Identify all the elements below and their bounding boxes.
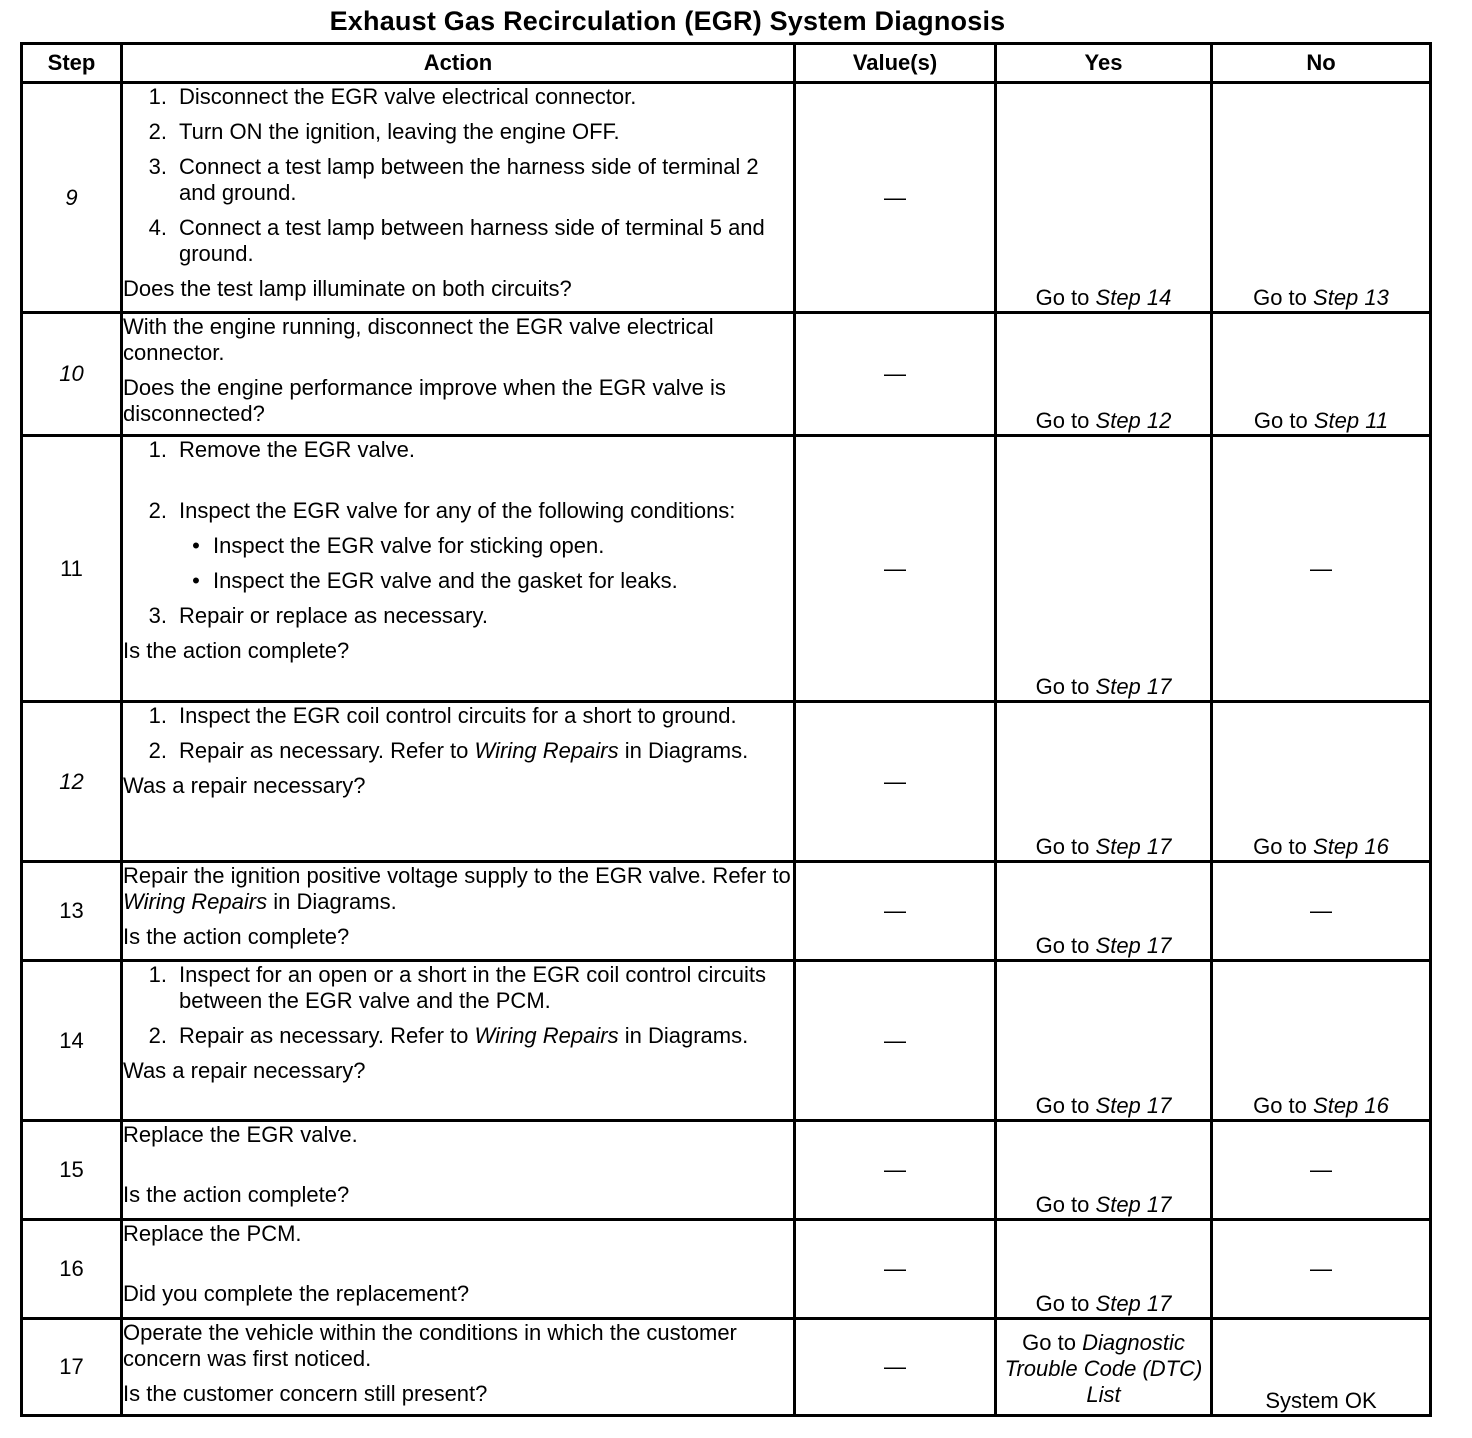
table-row — [22, 702, 1431, 862]
question-text: Was a repair necessary? — [123, 773, 366, 798]
question-text: Was a repair necessary? — [123, 1058, 366, 1083]
value-cell: — — [795, 1220, 996, 1319]
bullet-item: • Inspect the EGR valve for sticking open. — [192, 533, 605, 558]
table-row — [22, 83, 1431, 313]
value-cell: — — [795, 862, 996, 961]
bullet-item: • Inspect the EGR valve and the gasket for leaks. — [192, 568, 678, 593]
table-row — [22, 961, 1431, 1121]
no-cell: — — [1212, 1220, 1431, 1319]
diagnosis-table — [20, 42, 1432, 1417]
value-cell: — — [795, 1121, 996, 1220]
question-text: Did you complete the replacement? — [123, 1281, 470, 1306]
yes-cell: Go to Step 14 — [996, 83, 1212, 313]
question-text: Is the action complete? — [123, 1182, 350, 1207]
header-row — [22, 44, 1431, 83]
list-item: 3. Connect a test lamp between the harness side of terminal 2 and ground. — [148, 154, 759, 205]
step-number: 12 — [22, 702, 122, 862]
action-cell — [122, 961, 795, 1121]
step-number: 13 — [22, 862, 122, 961]
yes-cell: Go to Step 17 — [996, 702, 1212, 862]
question-text: Does the test lamp illuminate on both circuits? — [123, 276, 572, 301]
no-cell: Go to Step 16 — [1212, 961, 1431, 1121]
page-title: Exhaust Gas Recirculation (EGR) System Diagnosis — [329, 6, 1006, 36]
step-number: 10 — [22, 313, 122, 436]
action-cell — [122, 83, 795, 313]
step-number: 17 — [22, 1319, 122, 1416]
action-cell: Replace the EGR valve. Is the action complete? — [122, 1121, 795, 1220]
step-number: 15 — [22, 1121, 122, 1220]
question-text: Is the action complete? — [123, 638, 350, 663]
header-values: Value(s) — [795, 44, 996, 83]
yes-cell: Go to Step 12 — [996, 313, 1212, 436]
value-cell: — — [795, 436, 996, 702]
step-number: 16 — [22, 1220, 122, 1319]
action-cell — [122, 436, 795, 702]
header-step: Step — [22, 44, 122, 83]
list-item: 1. Inspect for an open or a short in the EGR coil control circuits between the EGR valve and the PCM. — [148, 962, 766, 1013]
no-cell: — — [1212, 862, 1431, 961]
no-cell: System OK — [1212, 1319, 1431, 1416]
step-number: 11 — [22, 436, 122, 702]
value-cell: — — [795, 313, 996, 436]
question-text: Is the customer concern still present? — [123, 1381, 488, 1406]
header-yes: Yes — [996, 44, 1212, 83]
no-cell: Go to Step 11 — [1212, 313, 1431, 436]
list-item: 2. Repair as necessary. Refer to Wiring Repairs in Diagrams. — [148, 738, 749, 763]
yes-cell: Go to Step 17 — [996, 1220, 1212, 1319]
table-row — [22, 1220, 1431, 1319]
list-item: 1. Disconnect the EGR valve electrical connector. — [148, 84, 637, 109]
yes-cell: Go to Step 17 — [996, 961, 1212, 1121]
no-cell: Go to Step 13 — [1212, 83, 1431, 313]
list-item: 1. Inspect the EGR coil control circuits for a short to ground. — [148, 703, 737, 728]
yes-cell: Go to Step 17 — [996, 862, 1212, 961]
action-cell: Replace the PCM. Did you complete the replacement? — [122, 1220, 795, 1319]
table-row — [22, 313, 1431, 436]
action-cell — [122, 702, 795, 862]
step-number: 14 — [22, 961, 122, 1121]
action-cell: Operate the vehicle within the conditions in which the customer concern was first noticed. Is the customer concern still present? — [122, 1319, 795, 1416]
list-item: 4. Connect a test lamp between harness side of terminal 5 and ground. — [148, 215, 765, 266]
list-item: 3. Repair or replace as necessary. — [148, 603, 488, 628]
table-row — [22, 1319, 1431, 1416]
no-cell: — — [1212, 436, 1431, 702]
list-item: 2. Repair as necessary. Refer to Wiring Repairs in Diagrams. — [148, 1023, 749, 1048]
yes-cell: Go to Step 17 — [996, 436, 1212, 702]
no-cell: — — [1212, 1121, 1431, 1220]
value-cell: — — [795, 1319, 996, 1416]
table-row — [22, 436, 1431, 702]
list-item: 2. Inspect the EGR valve for any of the following conditions: • Inspect the EGR valve for sticking open. • Inspect the EGR valve and the gasket for leaks. — [123, 498, 793, 594]
value-cell: — — [795, 702, 996, 862]
yes-cell: Go to Step 17 — [996, 1121, 1212, 1220]
value-cell: — — [795, 961, 996, 1121]
question-text: Is the action complete? — [123, 924, 350, 949]
list-item: 1. Remove the EGR valve. — [148, 437, 415, 462]
no-cell: Go to Step 16 — [1212, 702, 1431, 862]
yes-cell: Go to Diagnostic Trouble Code (DTC) List — [996, 1319, 1212, 1416]
list-item: 2. Turn ON the ignition, leaving the engine OFF. — [148, 119, 620, 144]
header-action: Action — [122, 44, 795, 83]
header-no: No — [1212, 44, 1431, 83]
table-row — [22, 862, 1431, 961]
value-cell: — — [795, 83, 996, 313]
action-cell: Repair the ignition positive voltage supply to the EGR valve. Refer to Wiring Repairs in Diagrams. Is the action complete? — [122, 862, 795, 961]
table-row — [22, 1121, 1431, 1220]
step-number: 9 — [22, 83, 122, 313]
question-text: Does the engine performance improve when the EGR valve is disconnected? — [123, 375, 726, 426]
action-cell: With the engine running, disconnect the EGR valve electrical connector. Does the engine performance improve when the EGR valve is disconnected? — [122, 313, 795, 436]
